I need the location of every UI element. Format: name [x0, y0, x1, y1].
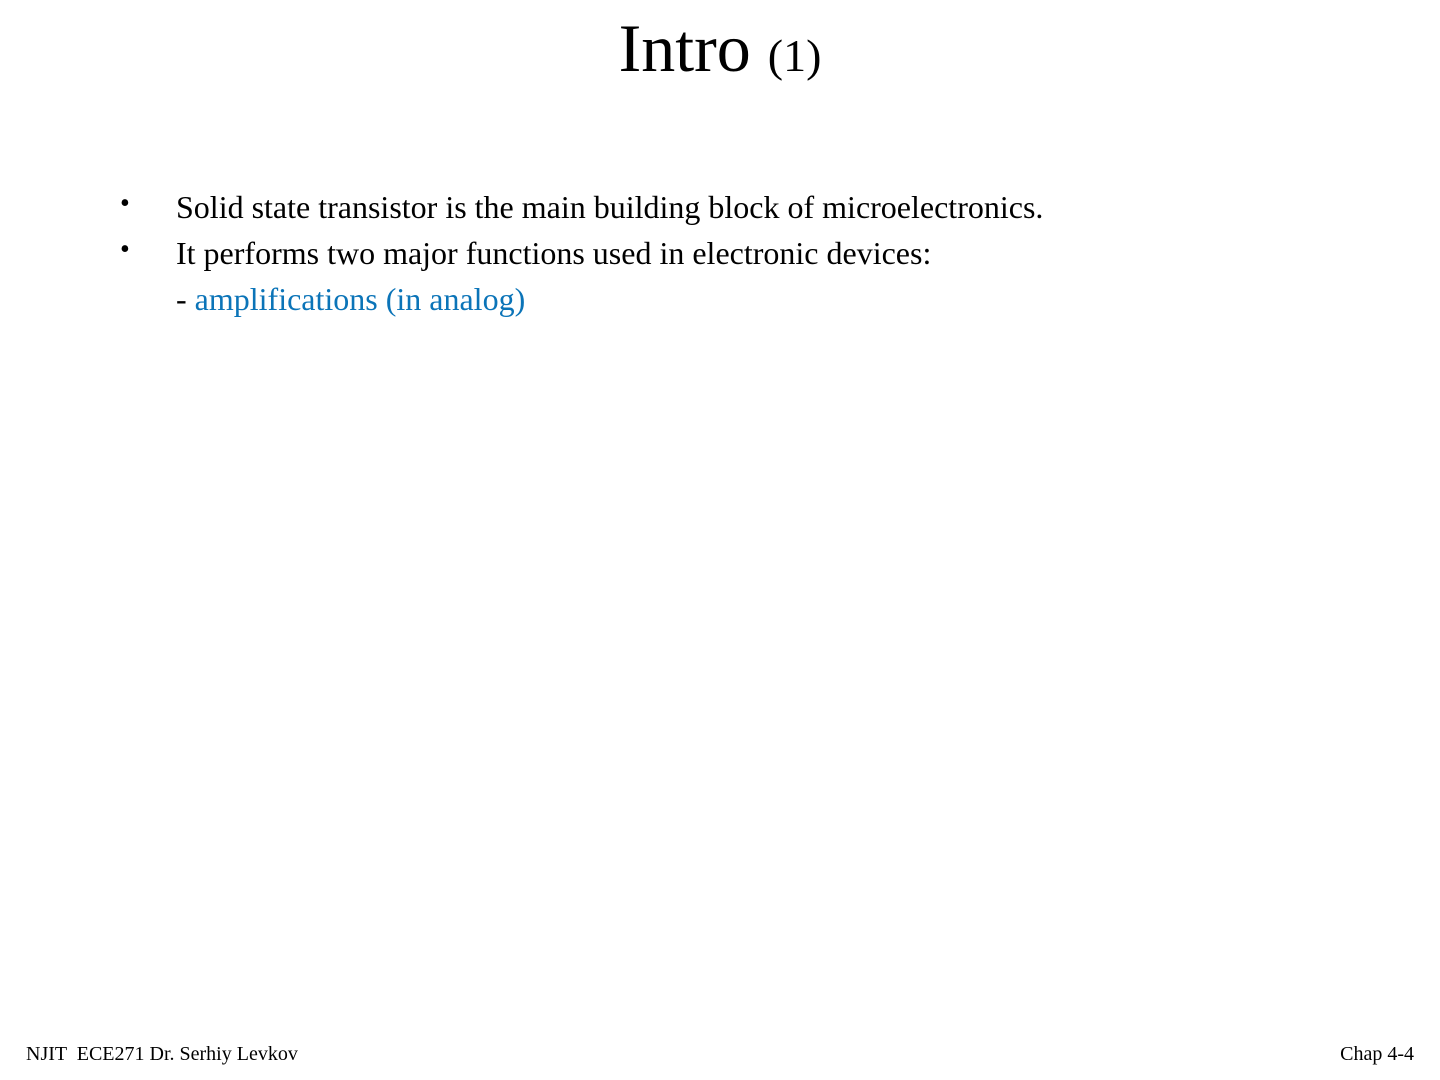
- slide-title: [0, 8, 1440, 96]
- bullet-text: Solid state transistor is the main building block of microelectronics.: [176, 189, 1044, 225]
- bullet-item: [120, 230, 1360, 276]
- bullet-list: [120, 184, 1360, 322]
- footer-course-info: NJIT ECE271 Dr. Serhiy Levkov: [26, 1043, 298, 1065]
- bullet-text: It performs two major functions used in electronic devices:: [176, 235, 932, 271]
- sub-item-text: amplifications (in analog): [194, 281, 526, 317]
- bullet-item: [120, 184, 1360, 230]
- footer-page-number: Chap 4-4: [1340, 1043, 1414, 1065]
- sub-item-prefix: -: [176, 281, 195, 317]
- slide-title-suffix: (1): [767, 30, 822, 81]
- sub-item: [120, 276, 1360, 322]
- slide-title-main: Intro: [618, 10, 751, 86]
- bullet-marker: •: [120, 234, 130, 265]
- bullet-marker: •: [120, 188, 130, 219]
